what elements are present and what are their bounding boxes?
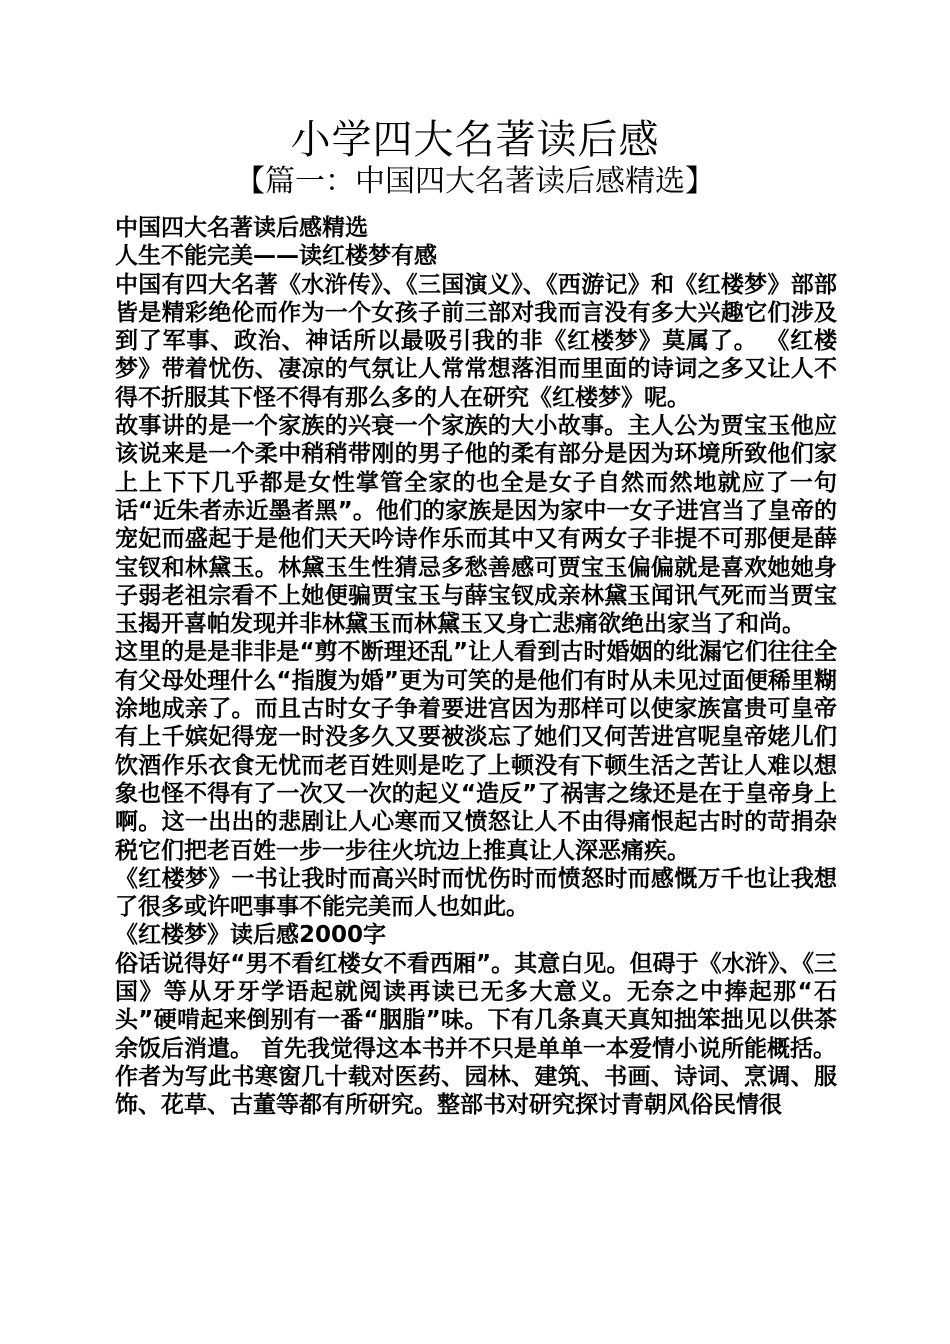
body-paragraph: 《红楼梦》一书让我时而高兴时而忧伤时而愤怒时而感慨万千也让我想了很多或许吧事事不能完美而人也如此。 [115, 865, 837, 921]
body-paragraph: 故事讲的是一个家族的兴衰一个家族的大小故事。主人公为贾宝玉他应该说来是一个柔中稍稍带刚的男子他的柔有部分是因为环境所致他们家上上下下几乎都是女性掌管全家的也全是女子自然而然地就应了一句话“近朱者赤近墨者黑”。他们的家族是因为家中一女子进宫当了皇帝的宠妃而盛起于是他们天天吟诗作乐而其中又有两女子非提不可那便是薛宝钗和林黛玉。林黛玉生性猜忌多愁善感可贾宝玉偏偏就是喜欢她她身子弱老祖宗看不上她便骗贾宝玉与薛宝钗成亲林黛玉闻讯气死而当贾宝玉揭开喜帕发现并非林黛玉而林黛玉又身亡悲痛欲绝出家当了和尚。 [115, 413, 837, 638]
body-paragraph: 这里的是是非非是“剪不断理还乱”让人看到古时婚姻的纰漏它们往往全有父母处理什么“指腹为婚”更为可笑的是他们有时从未见过面便稀里糊涂地成亲了。而且古时女子争着要进宫因为那样可以使家族富贵可皇帝有上千嫔妃得宠一时没多久又要被淡忘了她们又何苦进宫呢皇帝姥儿们饮酒作乐衣食无忧而老百姓则是吃了上顿没有下顿生活之苦让人难以想象也怪不得有了一次又一次的起义“造反”了祸害之缘还是在于皇帝身上啊。这一出出的悲剧让人心寒而又愤怒让人不由得痛恨起古时的苛捐杂税它们把老百姓一步一步往火坑边上推真让人深恶痛疾。 [115, 639, 837, 864]
document-body [115, 214, 837, 1120]
body-paragraph: 中国有四大名著《水浒传》、《三国演义》、《西游记》和《红楼梦》部部皆是精彩绝伦而作为一个女孩子前三部对我而言没有多大兴趣它们涉及到了军事、政治、神话所以最吸引我的非《红楼梦》莫属了。 《红楼梦》带着忧伤、凄凉的气氛让人常常想落泪而里面的诗词之多又让人不得不折服其下怪不得有那么多的人在研究《红楼梦》呢。 [115, 271, 837, 411]
essay-title: 《红楼梦》读后感2000字 [115, 922, 387, 949]
body-paragraph: 作者为写此书寒窗几十载对医药、园林、建筑、书画、诗词、烹调、服饰、花草、古董等都有所研究。整部书对研究探讨青朝风俗民情很 [115, 1063, 837, 1119]
document-title: 小学四大名著读后感 [290, 117, 660, 163]
body-paragraph: 俗话说得好“男不看红楼女不看西厢”。其意白见。但碍于《水浒》、《三国》等从牙牙学语起就阅读再读已无多大意义。无奈之中捧起那“石头”硬啃起来倒别有一番“胭脂”味。下有几条真天真知拙笨拙见以供茶余饭后消遣。 首先我觉得这本书并不只是单单一本爱情小说所能概括。 [115, 950, 837, 1062]
essay-collection-heading: 中国四大名著读后感精选 [115, 215, 368, 241]
essay-title: 人生不能完美——读红楼梦有感 [115, 243, 437, 270]
section-heading: 【篇一：中国四大名著读后感精选】 [235, 164, 715, 199]
